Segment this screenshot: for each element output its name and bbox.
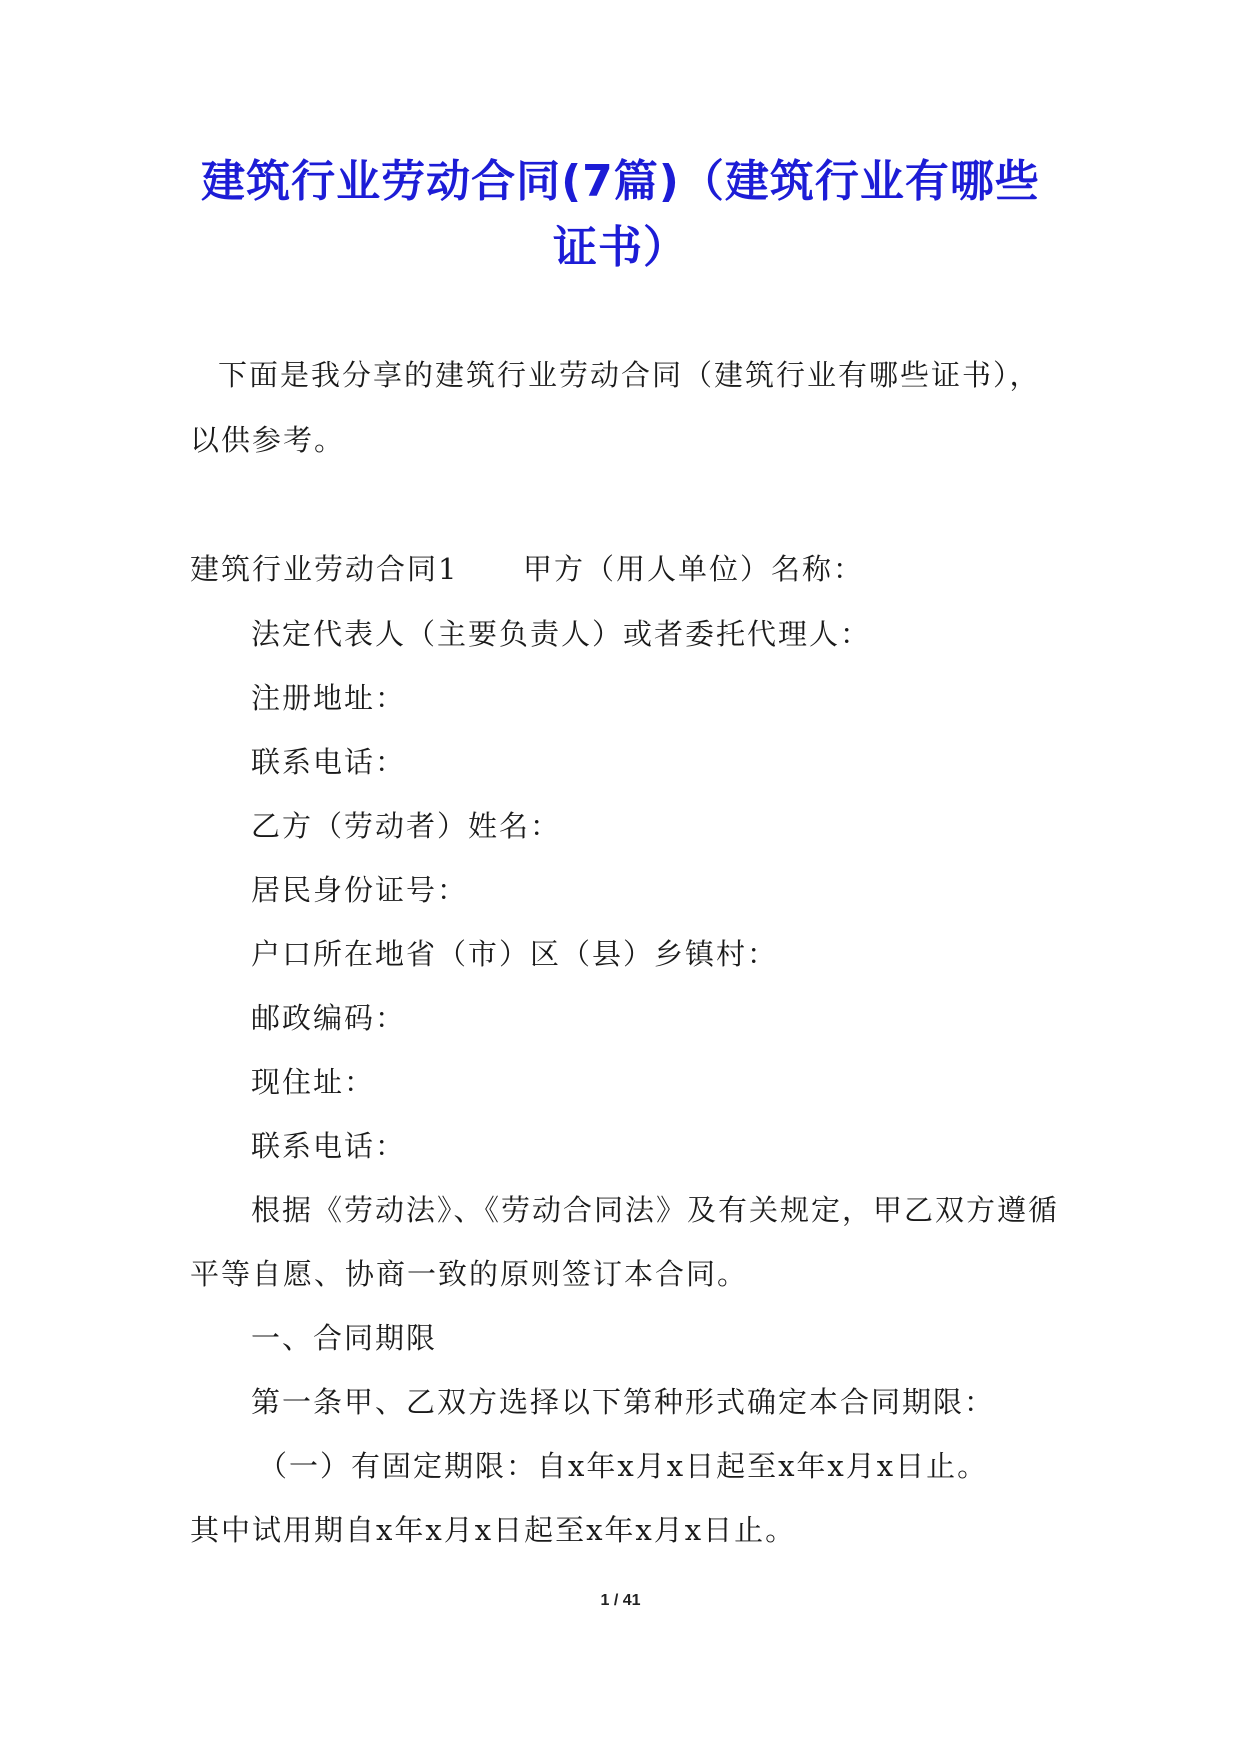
basis-paragraph-line-2: 平等自愿、协商一致的原则签订本合同。: [190, 1257, 749, 1291]
id-number-field: 居民身份证号：: [251, 873, 469, 907]
fixed-term-line-1: （一）有固定期限：自x年x月x日起至x年x月x日止。: [258, 1449, 989, 1483]
chapter-one-heading: 一、合同期限: [251, 1321, 438, 1355]
article-one-text: 第一条甲、乙双方选择以下第种形式确定本合同期限：: [251, 1385, 996, 1419]
hukou-field: 户口所在地省（市）区（县）乡镇村：: [251, 937, 779, 971]
postal-code-field: 邮政编码：: [251, 1001, 407, 1035]
party-a-name-field: 甲方（用人单位）名称：: [523, 552, 865, 586]
intro-paragraph-line-2: 以供参考。: [190, 423, 346, 457]
party-b-phone-field: 联系电话：: [251, 1129, 407, 1163]
document-title-line-1: 建筑行业劳动合同(7篇)（建筑行业有哪些: [201, 156, 1040, 207]
page-number: 1 / 41: [600, 1592, 641, 1609]
party-a-phone-field: 联系电话：: [251, 745, 407, 779]
fixed-term-line-2: 其中试用期自x年x月x日起至x年x月x日止。: [190, 1513, 797, 1547]
legal-representative-field: 法定代表人（主要负责人）或者委托代理人：: [251, 617, 872, 651]
basis-paragraph-line-1: 根据《劳动法》、《劳动合同法》及有关规定，甲乙双方遵循: [251, 1193, 1060, 1227]
document-title-line-2: 证书）: [553, 222, 688, 273]
section-heading: 建筑行业劳动合同1: [190, 552, 459, 586]
party-b-name-field: 乙方（劳动者）姓名：: [251, 809, 562, 843]
registered-address-field: 注册地址：: [251, 681, 407, 715]
intro-paragraph-line-1: 下面是我分享的建筑行业劳动合同（建筑行业有哪些证书），: [218, 358, 1041, 392]
current-address-field: 现住址：: [251, 1065, 376, 1099]
